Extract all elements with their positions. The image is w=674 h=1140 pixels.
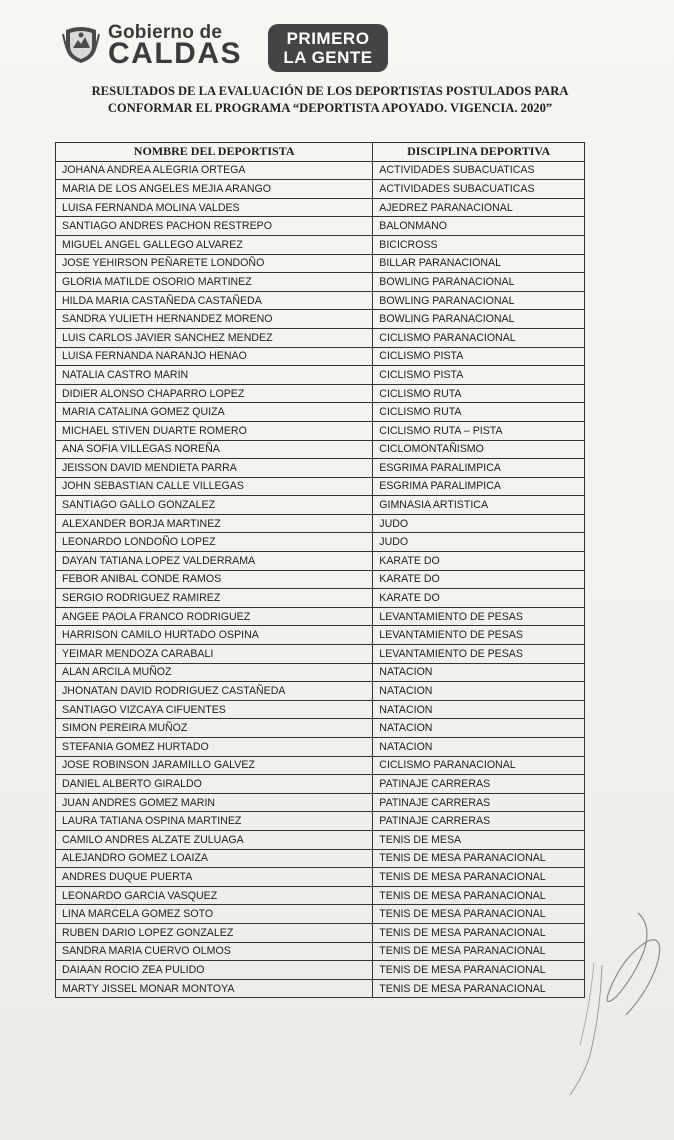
table-row — [56, 254, 585, 273]
discipline-cell: ACTIVIDADES SUBACUATICAS — [373, 161, 585, 180]
discipline-cell: TENIS DE MESA PARANACIONAL — [373, 868, 585, 887]
table-row — [56, 198, 585, 217]
table-row — [56, 291, 585, 310]
athlete-name-cell: JOSE ROBINSON JARAMILLO GALVEZ — [56, 756, 373, 775]
table-row — [56, 942, 585, 961]
table-row — [56, 886, 585, 905]
table-row — [56, 477, 585, 496]
athlete-name-cell: JOHN SEBASTIAN CALLE VILLEGAS — [56, 477, 373, 496]
discipline-cell: CICLISMO RUTA — [373, 403, 585, 422]
discipline-cell: LEVANTAMIENTO DE PESAS — [373, 626, 585, 645]
table-row — [56, 552, 585, 571]
discipline-cell: TENIS DE MESA PARANACIONAL — [373, 923, 585, 942]
discipline-cell: TENIS DE MESA PARANACIONAL — [373, 942, 585, 961]
athlete-name-cell: SIMON PEREIRA MUÑOZ — [56, 719, 373, 738]
discipline-cell: BICICROSS — [373, 235, 585, 254]
discipline-cell: PATINAJE CARRERAS — [373, 793, 585, 812]
athlete-name-cell: LAURA TATIANA OSPINA MARTINEZ — [56, 812, 373, 831]
discipline-cell: CICLISMO PARANACIONAL — [373, 756, 585, 775]
table-row — [56, 830, 585, 849]
table-row — [56, 868, 585, 887]
header-discipline: DISCIPLINA DEPORTIVA — [373, 143, 585, 162]
table-row — [56, 849, 585, 868]
athlete-name-cell: CAMILO ANDRES ALZATE ZULUAGA — [56, 830, 373, 849]
athlete-name-cell: MIGUEL ANGEL GALLEGO ALVAREZ — [56, 235, 373, 254]
discipline-cell: TENIS DE MESA PARANACIONAL — [373, 905, 585, 924]
table-row — [56, 310, 585, 329]
athlete-name-cell: JOHANA ANDREA ALEGRIA ORTEGA — [56, 161, 373, 180]
discipline-cell: TENIS DE MESA — [373, 830, 585, 849]
athlete-name-cell: ANA SOFIA VILLEGAS NOREÑA — [56, 440, 373, 459]
discipline-cell: JUDO — [373, 514, 585, 533]
discipline-cell: AJEDREZ PARANACIONAL — [373, 198, 585, 217]
athlete-name-cell: FEBOR ANIBAL CONDE RAMOS — [56, 570, 373, 589]
handwritten-signature — [540, 905, 670, 1105]
table-row — [56, 961, 585, 980]
athlete-name-cell: MICHAEL STIVEN DUARTE ROMERO — [56, 421, 373, 440]
athlete-name-cell: STEFANIA GOMEZ HURTADO — [56, 738, 373, 757]
athlete-name-cell: JUAN ANDRES GOMEZ MARIN — [56, 793, 373, 812]
table-row — [56, 775, 585, 794]
athlete-name-cell: JOSE YEHIRSON PEÑARETE LONDOÑO — [56, 254, 373, 273]
table-row — [56, 514, 585, 533]
discipline-cell: TENIS DE MESA PARANACIONAL — [373, 961, 585, 980]
slogan-line-2: LA GENTE — [283, 48, 373, 67]
athlete-name-cell: ALEXANDER BORJA MARTINEZ — [56, 514, 373, 533]
athlete-name-cell: DANIEL ALBERTO GIRALDO — [56, 775, 373, 794]
athlete-name-cell: NATALIA CASTRO MARIN — [56, 366, 373, 385]
discipline-cell: CICLISMO PISTA — [373, 366, 585, 385]
table-row — [56, 161, 585, 180]
discipline-cell: TENIS DE MESA PARANACIONAL — [373, 979, 585, 998]
table-row — [56, 645, 585, 664]
athlete-name-cell: LEONARDO GARCIA VASQUEZ — [56, 886, 373, 905]
table-row — [56, 347, 585, 366]
discipline-cell: CICLISMO PARANACIONAL — [373, 328, 585, 347]
athlete-name-cell: MARIA CATALINA GOMEZ QUIZA — [56, 403, 373, 422]
table-row — [56, 905, 585, 924]
discipline-cell: CICLISMO RUTA — [373, 384, 585, 403]
slogan-badge — [268, 24, 388, 72]
athlete-name-cell: GLORIA MATILDE OSORIO MARTINEZ — [56, 273, 373, 292]
discipline-cell: NATACION — [373, 663, 585, 682]
discipline-cell: NATACION — [373, 719, 585, 738]
discipline-cell: PATINAJE CARRERAS — [373, 812, 585, 831]
athlete-name-cell: ALEJANDRO GOMEZ LOAIZA — [56, 849, 373, 868]
brand-big-text: CALDAS — [108, 37, 242, 70]
athlete-name-cell: LUISA FERNANDA MOLINA VALDES — [56, 198, 373, 217]
athlete-name-cell: SANTIAGO ANDRES PACHON RESTREPO — [56, 217, 373, 236]
table-row — [56, 217, 585, 236]
table-row — [56, 366, 585, 385]
caldas-crest-icon — [62, 24, 100, 64]
table-row — [56, 589, 585, 608]
table-row — [56, 700, 585, 719]
letterhead — [62, 20, 422, 72]
discipline-cell: JUDO — [373, 533, 585, 552]
table-row — [56, 607, 585, 626]
table-row — [56, 738, 585, 757]
table-row — [56, 812, 585, 831]
table-row — [56, 793, 585, 812]
athlete-name-cell: RUBEN DARIO LOPEZ GONZALEZ — [56, 923, 373, 942]
discipline-cell: CICLOMONTAÑISMO — [373, 440, 585, 459]
athlete-name-cell: HARRISON CAMILO HURTADO OSPINA — [56, 626, 373, 645]
discipline-cell: BALONMANO — [373, 217, 585, 236]
table-row — [56, 421, 585, 440]
athletes-table — [55, 142, 585, 998]
athlete-name-cell: ALAN ARCILA MUÑOZ — [56, 663, 373, 682]
athlete-name-cell: LUISA FERNANDA NARANJO HENAO — [56, 347, 373, 366]
table-row — [56, 682, 585, 701]
athlete-name-cell: HILDA MARIA CASTAÑEDA CASTAÑEDA — [56, 291, 373, 310]
table-row — [56, 235, 585, 254]
athlete-name-cell: LUIS CARLOS JAVIER SANCHEZ MENDEZ — [56, 328, 373, 347]
table-row — [56, 328, 585, 347]
discipline-cell: CICLISMO RUTA – PISTA — [373, 421, 585, 440]
athlete-name-cell: JHONATAN DAVID RODRIGUEZ CASTAÑEDA — [56, 682, 373, 701]
table-header-row — [56, 143, 585, 162]
discipline-cell: NATACION — [373, 700, 585, 719]
table-row — [56, 923, 585, 942]
discipline-cell: BOWLING PARANACIONAL — [373, 310, 585, 329]
athlete-name-cell: MARTY JISSEL MONAR MONTOYA — [56, 979, 373, 998]
discipline-cell: NATACION — [373, 682, 585, 701]
discipline-cell: KARATE DO — [373, 589, 585, 608]
discipline-cell: ESGRIMA PARALIMPICA — [373, 477, 585, 496]
discipline-cell: GIMNASIA ARTISTICA — [373, 496, 585, 515]
table-row — [56, 756, 585, 775]
header-athlete-name: NOMBRE DEL DEPORTISTA — [56, 143, 373, 162]
table-body — [56, 161, 585, 998]
athlete-name-cell: SANTIAGO GALLO GONZALEZ — [56, 496, 373, 515]
brand-small-text: Gobierno de — [108, 22, 223, 43]
slogan-line-1: PRIMERO — [286, 29, 370, 48]
table-row — [56, 459, 585, 478]
athlete-name-cell: ANGEE PAOLA FRANCO RODRIGUEZ — [56, 607, 373, 626]
athlete-name-cell: DAYAN TATIANA LOPEZ VALDERRAMA — [56, 552, 373, 571]
athlete-name-cell: ANDRES DUQUE PUERTA — [56, 868, 373, 887]
athlete-name-cell: SANTIAGO VIZCAYA CIFUENTES — [56, 700, 373, 719]
athlete-name-cell: SANDRA MARIA CUERVO OLMOS — [56, 942, 373, 961]
athlete-name-cell: SANDRA YULIETH HERNANDEZ MORENO — [56, 310, 373, 329]
table-row — [56, 440, 585, 459]
discipline-cell: PATINAJE CARRERAS — [373, 775, 585, 794]
discipline-cell: LEVANTAMIENTO DE PESAS — [373, 645, 585, 664]
discipline-cell: KARATE DO — [373, 552, 585, 571]
athlete-name-cell: LEONARDO LONDOÑO LOPEZ — [56, 533, 373, 552]
table-row — [56, 403, 585, 422]
discipline-cell: TENIS DE MESA PARANACIONAL — [373, 886, 585, 905]
title-line-2: CONFORMAR EL PROGRAMA “DEPORTISTA APOYADO. VIGENCIA. 2020” — [107, 101, 553, 115]
table-row — [56, 384, 585, 403]
table-row — [56, 180, 585, 199]
discipline-cell: CICLISMO PISTA — [373, 347, 585, 366]
table-row — [56, 626, 585, 645]
table-row — [56, 719, 585, 738]
table-row — [56, 533, 585, 552]
document-title — [80, 83, 580, 117]
table-row — [56, 979, 585, 998]
discipline-cell: BILLAR PARANACIONAL — [373, 254, 585, 273]
athlete-name-cell: MARIA DE LOS ANGELES MEJIA ARANGO — [56, 180, 373, 199]
table-row — [56, 663, 585, 682]
title-line-1: RESULTADOS DE LA EVALUACIÓN DE LOS DEPORTISTAS POSTULADOS PARA — [91, 84, 569, 98]
athlete-name-cell: SERGIO RODRIGUEZ RAMIREZ — [56, 589, 373, 608]
discipline-cell: ESGRIMA PARALIMPICA — [373, 459, 585, 478]
discipline-cell: BOWLING PARANACIONAL — [373, 273, 585, 292]
discipline-cell: TENIS DE MESA PARANACIONAL — [373, 849, 585, 868]
discipline-cell: KARATE DO — [373, 570, 585, 589]
table-row — [56, 570, 585, 589]
table-row — [56, 273, 585, 292]
athlete-name-cell: DAIAAN ROCIO ZEA PULIDO — [56, 961, 373, 980]
athlete-name-cell: DIDIER ALONSO CHAPARRO LOPEZ — [56, 384, 373, 403]
discipline-cell: BOWLING PARANACIONAL — [373, 291, 585, 310]
athlete-name-cell: LINA MARCELA GOMEZ SOTO — [56, 905, 373, 924]
discipline-cell: ACTIVIDADES SUBACUATICAS — [373, 180, 585, 199]
discipline-cell: NATACION — [373, 738, 585, 757]
table-row — [56, 496, 585, 515]
athlete-name-cell: YEIMAR MENDOZA CARABALI — [56, 645, 373, 664]
athlete-name-cell: JEISSON DAVID MENDIETA PARRA — [56, 459, 373, 478]
discipline-cell: LEVANTAMIENTO DE PESAS — [373, 607, 585, 626]
